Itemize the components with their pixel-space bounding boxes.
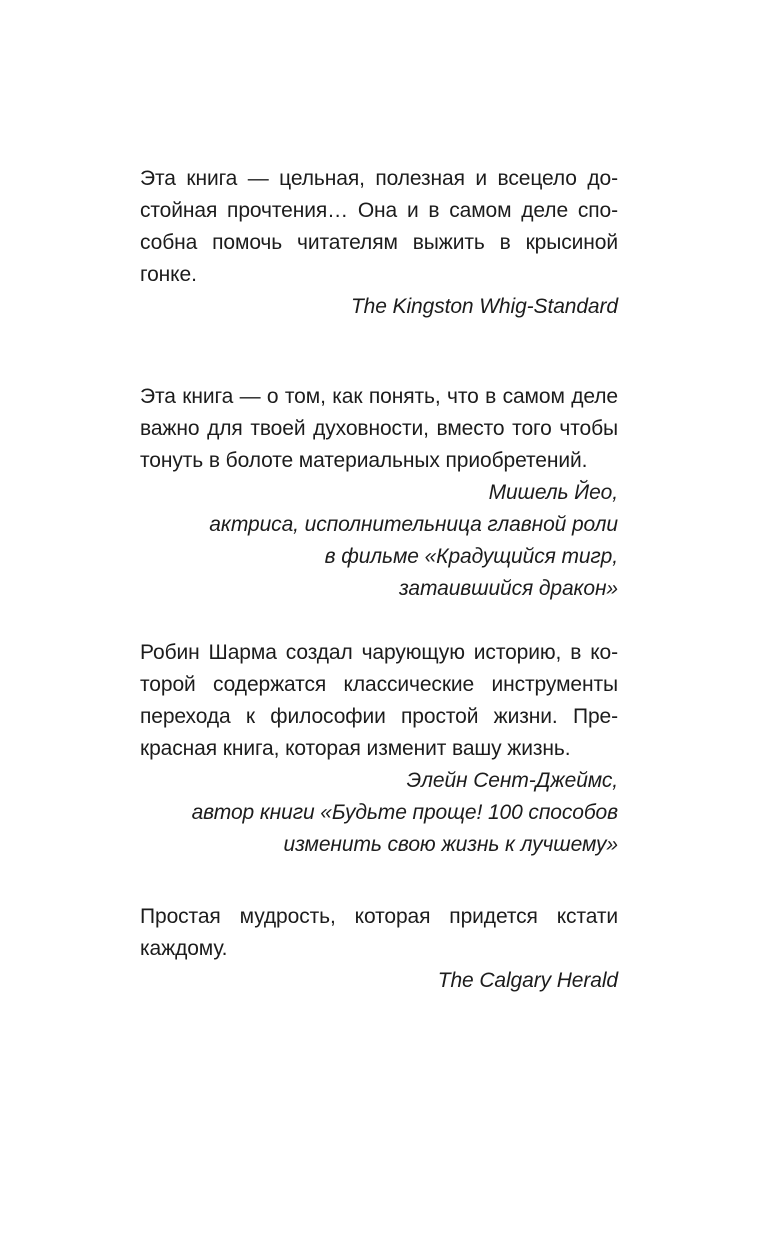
quote-line: Робин Шарма создал чарующую историю, в ко- bbox=[140, 641, 618, 664]
attribution-line: Мишель Йео, bbox=[488, 481, 618, 504]
quote-attribution-1 bbox=[140, 291, 618, 323]
attribution-line: затаившийся дракон» bbox=[398, 577, 618, 600]
quote-group-2 bbox=[140, 381, 618, 605]
quote-group-4 bbox=[140, 901, 618, 997]
quote-line: важно для твоей духовности, вместо того чтобы bbox=[140, 417, 618, 440]
quote-line: перехода к философии простой жизни. Пре- bbox=[140, 705, 618, 728]
attribution-line: автор книги «Будьте проще! 100 способов bbox=[191, 801, 618, 824]
attribution-line: The Calgary Herald bbox=[437, 969, 618, 992]
quote-line: Эта книга — о том, как понять, что в самом деле bbox=[140, 385, 618, 408]
quote-line: тонуть в болоте материальных приобретений. bbox=[140, 449, 588, 472]
attribution-line: в фильме «Крадущийся тигр, bbox=[324, 545, 618, 568]
attribution-line: Элейн Сент-Джеймс, bbox=[406, 769, 618, 792]
quote-line: Эта книга — цельная, полезная и всецело до- bbox=[140, 167, 618, 190]
quote-line: красная книга, которая изменит вашу жизнь. bbox=[140, 737, 571, 760]
quote-line: стойная прочтения… Она и в самом деле спо- bbox=[140, 199, 618, 222]
quote-attribution-2 bbox=[140, 477, 618, 605]
quote-attribution-3 bbox=[140, 765, 618, 861]
attribution-line: The Kingston Whig-Standard bbox=[350, 295, 618, 318]
quote-line: каждому. bbox=[140, 937, 228, 960]
quote-line: Простая мудрость, которая придется кстати bbox=[140, 905, 618, 928]
quote-text-2 bbox=[140, 381, 618, 477]
quote-group-3 bbox=[140, 637, 618, 861]
attribution-line: изменить свою жизнь к лучшему» bbox=[283, 833, 618, 856]
quote-group-1 bbox=[140, 163, 618, 323]
quote-attribution-4 bbox=[140, 965, 618, 997]
quote-text-4 bbox=[140, 901, 618, 965]
quote-line: гонке. bbox=[140, 263, 197, 286]
quote-line: собна помочь читателям выжить в крысиной bbox=[140, 231, 618, 254]
quote-line: торой содержатся классические инструменты bbox=[140, 673, 618, 696]
quote-text-3 bbox=[140, 637, 618, 765]
quote-text-1 bbox=[140, 163, 618, 291]
attribution-line: актриса, исполнительница главной роли bbox=[209, 513, 618, 536]
